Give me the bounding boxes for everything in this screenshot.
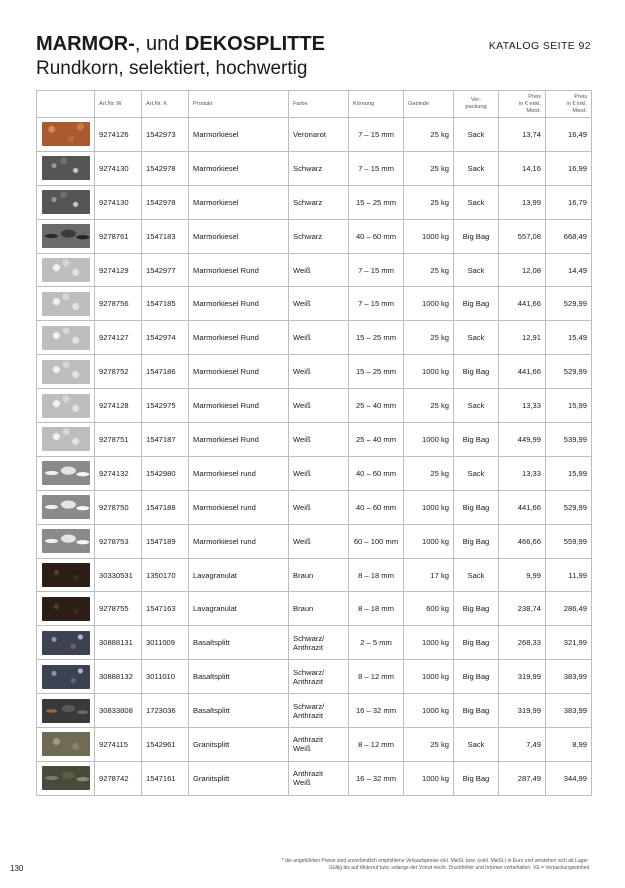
cell-produkt: Marmorkiesel Rund — [189, 287, 289, 321]
cell-produkt: Granitsplitt — [189, 761, 289, 795]
cell-art-w: 30888132 — [95, 660, 142, 694]
product-image-cell — [37, 592, 95, 626]
cell-preis-inkl: 8,99 — [546, 728, 592, 762]
cell-art-k: 1547186 — [142, 355, 189, 389]
cell-art-k: 1350170 — [142, 558, 189, 592]
table-row — [37, 728, 592, 762]
cell-preis-inkl: 16,49 — [546, 118, 592, 152]
cell-koernung: 40 – 60 mm — [349, 456, 404, 490]
cell-gebinde: 17 kg — [404, 558, 454, 592]
product-image-cell — [37, 761, 95, 795]
cell-art-k: 1547163 — [142, 592, 189, 626]
cell-preis-inkl: 15,99 — [546, 456, 592, 490]
cell-verpackung: Big Bag — [454, 694, 499, 728]
cell-gebinde: 25 kg — [404, 728, 454, 762]
product-image — [42, 190, 90, 214]
product-image — [42, 631, 90, 655]
cell-verpackung: Big Bag — [454, 660, 499, 694]
cell-farbe: Anthrazit Weiß — [289, 728, 349, 762]
cell-art-k: 1547188 — [142, 490, 189, 524]
cell-art-w: 9278751 — [95, 423, 142, 457]
table-row — [37, 321, 592, 355]
title-marmor: MARMOR- — [36, 33, 135, 55]
product-table — [36, 90, 592, 796]
table-body — [37, 118, 592, 796]
col-header-image — [37, 91, 95, 118]
cell-produkt: Basaltsplitt — [189, 626, 289, 660]
cell-verpackung: Sack — [454, 321, 499, 355]
cell-preis-exkl: 319,99 — [499, 660, 546, 694]
cell-koernung: 8 – 18 mm — [349, 558, 404, 592]
product-image-cell — [37, 151, 95, 185]
cell-produkt: Marmorkiesel — [189, 151, 289, 185]
cell-preis-inkl: 383,99 — [546, 660, 592, 694]
cell-verpackung: Big Bag — [454, 423, 499, 457]
col-header-gebinde: Gebinde — [404, 91, 454, 118]
cell-art-w: 9274132 — [95, 456, 142, 490]
cell-farbe: Schwarz/ Anthrazit — [289, 660, 349, 694]
footnote-line-1: * die angeführten Preise sind unverbindlich empfohlene Verkaufspreise inkl. MwSt. bzw. (exkl. MwSt.) in Euro und verstehen sich ab Lager. — [281, 858, 589, 864]
product-image — [42, 394, 90, 418]
product-image-cell — [37, 118, 95, 152]
cell-preis-exkl: 238,74 — [499, 592, 546, 626]
cell-farbe: Weiß — [289, 355, 349, 389]
cell-produkt: Marmorkiesel — [189, 118, 289, 152]
product-image — [42, 122, 90, 146]
cell-produkt: Marmorkiesel Rund — [189, 253, 289, 287]
cell-art-k: 3011009 — [142, 626, 189, 660]
cell-farbe: Weiß — [289, 389, 349, 423]
product-image-cell — [37, 321, 95, 355]
cell-preis-inkl: 11,99 — [546, 558, 592, 592]
cell-produkt: Lavagranulat — [189, 592, 289, 626]
product-image-cell — [37, 287, 95, 321]
product-image-cell — [37, 185, 95, 219]
cell-farbe: Schwarz/ Anthrazit — [289, 694, 349, 728]
cell-verpackung: Big Bag — [454, 761, 499, 795]
cell-preis-exkl: 13,99 — [499, 185, 546, 219]
cell-koernung: 25 – 40 mm — [349, 423, 404, 457]
cell-gebinde: 1000 kg — [404, 524, 454, 558]
cell-farbe: Anthrazit Weiß — [289, 761, 349, 795]
table-row — [37, 761, 592, 795]
cell-art-w: 9278755 — [95, 592, 142, 626]
product-image — [42, 427, 90, 451]
cell-gebinde: 25 kg — [404, 253, 454, 287]
cell-art-w: 9278742 — [95, 761, 142, 795]
product-image — [42, 563, 90, 587]
table-row — [37, 524, 592, 558]
cell-preis-inkl: 15,99 — [546, 389, 592, 423]
cell-gebinde: 25 kg — [404, 389, 454, 423]
cell-verpackung: Big Bag — [454, 626, 499, 660]
cell-preis-exkl: 268,33 — [499, 626, 546, 660]
cell-preis-inkl: 668,49 — [546, 219, 592, 253]
cell-art-k: 1723036 — [142, 694, 189, 728]
cell-produkt: Marmorkiesel rund — [189, 490, 289, 524]
cell-gebinde: 25 kg — [404, 456, 454, 490]
cell-preis-inkl: 529,99 — [546, 490, 592, 524]
col-header-art-k: Art.Nr. K — [142, 91, 189, 118]
cell-preis-exkl: 449,99 — [499, 423, 546, 457]
col-header-preis-inkl: Preis in € inkl. Mwst. — [546, 91, 592, 118]
product-image — [42, 292, 90, 316]
cell-preis-inkl: 529,99 — [546, 355, 592, 389]
cell-art-w: 9274130 — [95, 151, 142, 185]
table-row — [37, 558, 592, 592]
product-image — [42, 529, 90, 553]
product-image — [42, 699, 90, 723]
table-row — [37, 355, 592, 389]
cell-art-w: 9274126 — [95, 118, 142, 152]
cell-farbe: Weiß — [289, 287, 349, 321]
cell-gebinde: 1000 kg — [404, 660, 454, 694]
cell-verpackung: Sack — [454, 185, 499, 219]
cell-farbe: Weiß — [289, 524, 349, 558]
cell-verpackung: Sack — [454, 389, 499, 423]
cell-art-w: 30888131 — [95, 626, 142, 660]
product-image-cell — [37, 355, 95, 389]
product-image — [42, 326, 90, 350]
cell-produkt: Marmorkiesel Rund — [189, 423, 289, 457]
table-row — [37, 219, 592, 253]
cell-art-k: 1542974 — [142, 321, 189, 355]
cell-preis-exkl: 12,91 — [499, 321, 546, 355]
product-image-cell — [37, 490, 95, 524]
cell-koernung: 15 – 25 mm — [349, 355, 404, 389]
cell-gebinde: 25 kg — [404, 185, 454, 219]
cell-verpackung: Sack — [454, 456, 499, 490]
cell-art-k: 1542977 — [142, 253, 189, 287]
cell-preis-inkl: 15,49 — [546, 321, 592, 355]
cell-preis-inkl: 529,99 — [546, 287, 592, 321]
cell-gebinde: 1000 kg — [404, 490, 454, 524]
footnote-line-2: Gültig bis auf Widerruf bzw. solange der Vorrat reicht. Druckfehler und Irrtümer vorbehalten. VE = Verpackungseinheit — [329, 865, 589, 871]
cell-verpackung: Big Bag — [454, 287, 499, 321]
cell-preis-inkl: 286,49 — [546, 592, 592, 626]
product-image — [42, 597, 90, 621]
cell-gebinde: 25 kg — [404, 118, 454, 152]
cell-preis-exkl: 441,66 — [499, 355, 546, 389]
cell-art-k: 1542978 — [142, 151, 189, 185]
product-image — [42, 766, 90, 790]
cell-farbe: Veronarot — [289, 118, 349, 152]
cell-art-k: 3011010 — [142, 660, 189, 694]
cell-verpackung: Big Bag — [454, 524, 499, 558]
cell-art-w: 9274129 — [95, 253, 142, 287]
cell-produkt: Marmorkiesel Rund — [189, 389, 289, 423]
table-row — [37, 423, 592, 457]
product-image — [42, 258, 90, 282]
col-header-koernung: Körnung — [349, 91, 404, 118]
col-header-preis-exkl: Preis in € exkl. Mwst. — [499, 91, 546, 118]
cell-art-w: 9278753 — [95, 524, 142, 558]
cell-preis-exkl: 287,49 — [499, 761, 546, 795]
table-row — [37, 287, 592, 321]
cell-gebinde: 600 kg — [404, 592, 454, 626]
table-row — [37, 118, 592, 152]
col-header-art-w: Art.Nr. W — [95, 91, 142, 118]
cell-koernung: 2 – 5 mm — [349, 626, 404, 660]
cell-verpackung: Big Bag — [454, 490, 499, 524]
title-dekosplitte: DEKOSPLITTE — [184, 33, 325, 55]
cell-koernung: 8 – 12 mm — [349, 728, 404, 762]
cell-preis-exkl: 14,16 — [499, 151, 546, 185]
cell-verpackung: Sack — [454, 558, 499, 592]
title-und: , und — [134, 33, 185, 55]
cell-preis-exkl: 9,99 — [499, 558, 546, 592]
cell-art-k: 1542961 — [142, 728, 189, 762]
cell-farbe: Weiß — [289, 253, 349, 287]
cell-koernung: 7 – 15 mm — [349, 151, 404, 185]
cell-gebinde: 1000 kg — [404, 626, 454, 660]
cell-art-w: 9278750 — [95, 490, 142, 524]
cell-produkt: Marmorkiesel rund — [189, 456, 289, 490]
cell-preis-inkl: 14,49 — [546, 253, 592, 287]
product-image — [42, 461, 90, 485]
cell-produkt: Marmorkiesel rund — [189, 524, 289, 558]
cell-art-w: 9278756 — [95, 287, 142, 321]
product-image-cell — [37, 389, 95, 423]
table-header-row — [37, 91, 592, 118]
cell-preis-inkl: 539,99 — [546, 423, 592, 457]
cell-art-w: 9274127 — [95, 321, 142, 355]
cell-gebinde: 25 kg — [404, 321, 454, 355]
cell-art-w: 9274115 — [95, 728, 142, 762]
cell-art-w: 9274128 — [95, 389, 142, 423]
cell-koernung: 7 – 15 mm — [349, 253, 404, 287]
cell-preis-inkl: 383,99 — [546, 694, 592, 728]
cell-preis-inkl: 321,99 — [546, 626, 592, 660]
cell-koernung: 40 – 60 mm — [349, 219, 404, 253]
col-header-produkt: Produkt — [189, 91, 289, 118]
cell-preis-exkl: 12,08 — [499, 253, 546, 287]
cell-verpackung: Big Bag — [454, 592, 499, 626]
product-image-cell — [37, 626, 95, 660]
cell-verpackung: Big Bag — [454, 219, 499, 253]
cell-produkt: Marmorkiesel — [189, 219, 289, 253]
cell-art-k: 1547187 — [142, 423, 189, 457]
cell-gebinde: 1000 kg — [404, 219, 454, 253]
table-row — [37, 389, 592, 423]
table-row — [37, 592, 592, 626]
cell-art-k: 1547185 — [142, 287, 189, 321]
cell-preis-inkl: 344,99 — [546, 761, 592, 795]
cell-koernung: 60 – 100 mm — [349, 524, 404, 558]
cell-produkt: Basaltsplitt — [189, 694, 289, 728]
katalog-reference: KATALOG SEITE 92 — [488, 40, 591, 52]
cell-koernung: 7 – 15 mm — [349, 287, 404, 321]
cell-verpackung: Big Bag — [454, 355, 499, 389]
product-image — [42, 156, 90, 180]
cell-preis-exkl: 13,33 — [499, 389, 546, 423]
cell-art-k: 1542975 — [142, 389, 189, 423]
cell-produkt: Marmorkiesel — [189, 185, 289, 219]
cell-koernung: 8 – 18 mm — [349, 592, 404, 626]
cell-produkt: Granitsplitt — [189, 728, 289, 762]
cell-farbe: Schwarz — [289, 219, 349, 253]
cell-gebinde: 1000 kg — [404, 761, 454, 795]
footnote — [169, 858, 589, 872]
cell-art-k: 1542980 — [142, 456, 189, 490]
table-row — [37, 490, 592, 524]
cell-art-k: 1547189 — [142, 524, 189, 558]
cell-farbe: Schwarz — [289, 151, 349, 185]
cell-art-k: 1542973 — [142, 118, 189, 152]
page-number: 130 — [10, 864, 24, 873]
col-header-verpackung: Ver- packung — [454, 91, 499, 118]
page-header — [36, 32, 591, 80]
cell-preis-exkl: 557,08 — [499, 219, 546, 253]
cell-preis-exkl: 13,74 — [499, 118, 546, 152]
table-row — [37, 151, 592, 185]
cell-gebinde: 1000 kg — [404, 287, 454, 321]
cell-koernung: 15 – 25 mm — [349, 185, 404, 219]
cell-farbe: Schwarz — [289, 185, 349, 219]
table-row — [37, 456, 592, 490]
cell-verpackung: Sack — [454, 151, 499, 185]
product-image — [42, 665, 90, 689]
table-row — [37, 185, 592, 219]
cell-koernung: 8 – 12 mm — [349, 660, 404, 694]
product-image-cell — [37, 694, 95, 728]
cell-gebinde: 25 kg — [404, 151, 454, 185]
cell-preis-inkl: 559,99 — [546, 524, 592, 558]
cell-farbe: Weiß — [289, 490, 349, 524]
cell-farbe: Weiß — [289, 456, 349, 490]
cell-produkt: Basaltsplitt — [189, 660, 289, 694]
cell-produkt: Marmorkiesel Rund — [189, 355, 289, 389]
cell-koernung: 25 – 40 mm — [349, 389, 404, 423]
cell-verpackung: Sack — [454, 253, 499, 287]
cell-preis-exkl: 441,66 — [499, 287, 546, 321]
cell-art-k: 1542978 — [142, 185, 189, 219]
table-row — [37, 694, 592, 728]
cell-preis-exkl: 7,49 — [499, 728, 546, 762]
cell-preis-inkl: 16,79 — [546, 185, 592, 219]
product-image-cell — [37, 219, 95, 253]
product-image-cell — [37, 558, 95, 592]
cell-art-k: 1547183 — [142, 219, 189, 253]
cell-art-w: 30833808 — [95, 694, 142, 728]
cell-preis-exkl: 13,33 — [499, 456, 546, 490]
table-row — [37, 660, 592, 694]
cell-art-w: 30330531 — [95, 558, 142, 592]
cell-preis-exkl: 441,66 — [499, 490, 546, 524]
cell-farbe: Schwarz/ Anthrazit — [289, 626, 349, 660]
product-image-cell — [37, 524, 95, 558]
cell-gebinde: 1000 kg — [404, 694, 454, 728]
product-image — [42, 732, 90, 756]
cell-koernung: 7 – 15 mm — [349, 118, 404, 152]
product-image-cell — [37, 456, 95, 490]
cell-gebinde: 1000 kg — [404, 423, 454, 457]
cell-farbe: Braun — [289, 592, 349, 626]
cell-koernung: 16 – 32 mm — [349, 694, 404, 728]
cell-farbe: Weiß — [289, 321, 349, 355]
product-image-cell — [37, 728, 95, 762]
cell-gebinde: 1000 kg — [404, 355, 454, 389]
cell-koernung: 40 – 60 mm — [349, 490, 404, 524]
cell-art-w: 9278761 — [95, 219, 142, 253]
product-image-cell — [37, 660, 95, 694]
cell-art-k: 1547161 — [142, 761, 189, 795]
product-image — [42, 224, 90, 248]
cell-preis-inkl: 16,99 — [546, 151, 592, 185]
cell-produkt: Marmorkiesel Rund — [189, 321, 289, 355]
table-row — [37, 253, 592, 287]
cell-verpackung: Sack — [454, 118, 499, 152]
table-row — [37, 626, 592, 660]
product-image-cell — [37, 423, 95, 457]
cell-farbe: Weiß — [289, 423, 349, 457]
cell-verpackung: Sack — [454, 728, 499, 762]
product-image — [42, 360, 90, 384]
cell-produkt: Lavagranulat — [189, 558, 289, 592]
cell-farbe: Braun — [289, 558, 349, 592]
cell-art-w: 9278752 — [95, 355, 142, 389]
cell-art-w: 9274130 — [95, 185, 142, 219]
product-image-cell — [37, 253, 95, 287]
product-image — [42, 495, 90, 519]
col-header-farbe: Farbe — [289, 91, 349, 118]
cell-preis-exkl: 319,99 — [499, 694, 546, 728]
cell-koernung: 15 – 25 mm — [349, 321, 404, 355]
cell-preis-exkl: 466,66 — [499, 524, 546, 558]
cell-koernung: 16 – 32 mm — [349, 761, 404, 795]
page-subtitle: Rundkorn, selektiert, hochwertig — [36, 58, 308, 79]
